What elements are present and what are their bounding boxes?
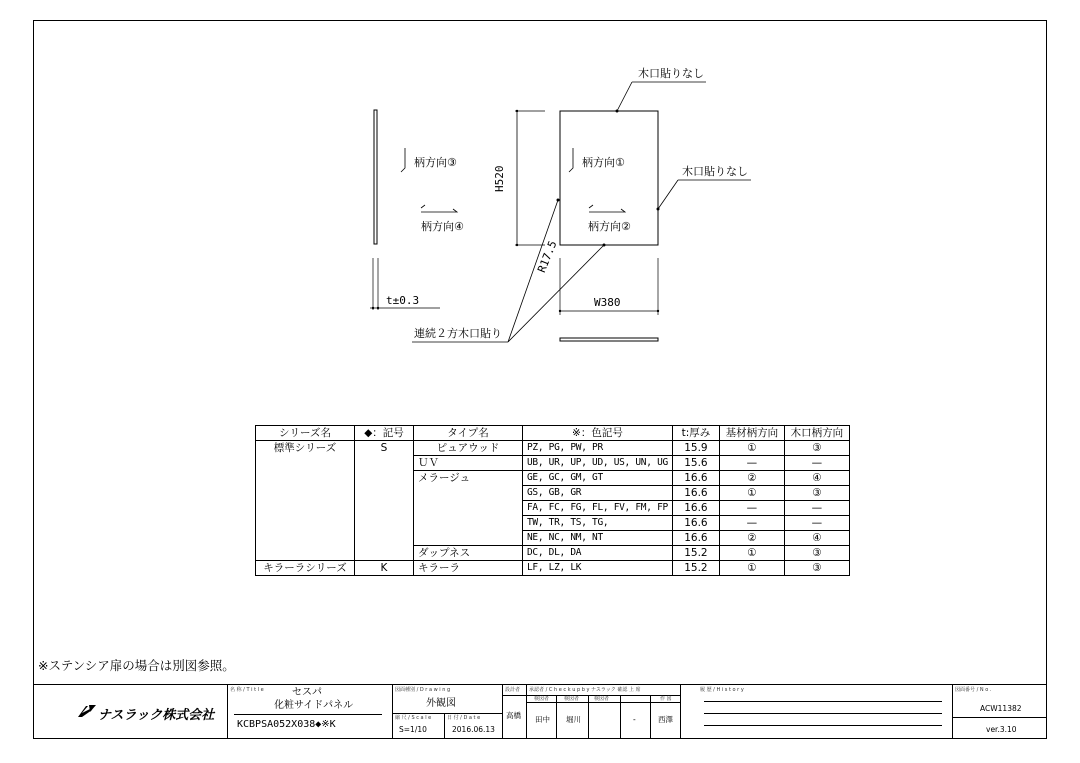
color-code: NE, NC, NM, NT xyxy=(523,531,673,546)
base-pattern: ① xyxy=(719,546,784,561)
drafter-name: 高橋 xyxy=(506,711,521,720)
checker-4: 西澤 xyxy=(658,715,673,724)
checker-3: - xyxy=(633,715,636,724)
color-code: GE, GC, GM, GT xyxy=(523,471,673,486)
checker-caption-4: 作 図 xyxy=(660,696,672,702)
base-pattern: ② xyxy=(719,471,784,486)
header-series: シリーズ名 xyxy=(256,426,355,441)
series-symbol: S xyxy=(355,441,414,456)
color-code: UB, UR, UP, UD, US, UN, UG xyxy=(523,456,673,471)
version-label: ver.3.10 xyxy=(986,725,1017,734)
label-pattern-3: 柄方向③ xyxy=(414,156,457,169)
history-caption: 履 歴 / H i s t o r y xyxy=(700,687,744,693)
dimension-height: H520 xyxy=(493,165,506,192)
title-caption: 名 称 / T i t l e xyxy=(230,687,264,693)
number-caption: 図面番号 / N o . xyxy=(955,687,992,693)
spec-table xyxy=(255,425,850,576)
thickness-value: 15.2 xyxy=(672,546,719,561)
color-code: GS, GB, GR xyxy=(523,486,673,501)
company-cell xyxy=(34,685,227,738)
base-pattern: — xyxy=(719,516,784,531)
color-code: TW, TR, TS, TG, xyxy=(523,516,673,531)
base-pattern: — xyxy=(719,456,784,471)
checker-1: 田中 xyxy=(535,715,550,724)
table-row xyxy=(256,501,850,516)
edge-pattern: ③ xyxy=(784,486,849,501)
table-row xyxy=(256,531,850,546)
base-pattern: — xyxy=(719,501,784,516)
table-row xyxy=(256,486,850,501)
color-code: FA, FC, FG, FL, FV, FM, FP xyxy=(523,501,673,516)
company-logo-icon xyxy=(76,703,98,719)
base-pattern: ① xyxy=(719,441,784,456)
label-continuous-edge: 連続２方木口貼り xyxy=(414,327,502,340)
drawing-caption: 図面種別 / D r a w i n g xyxy=(395,687,451,693)
type-name: ＵＶ xyxy=(414,456,523,471)
header-type: タイプ名 xyxy=(414,426,523,441)
drafter-caption: 設計者 xyxy=(505,687,521,693)
date-value: 2016.06.13 xyxy=(452,725,495,734)
header-symbol: ◆：記号 xyxy=(355,426,414,441)
table-row xyxy=(256,561,850,576)
series-symbol: K xyxy=(355,561,414,576)
table-row xyxy=(256,546,850,561)
type-name: キラーラ xyxy=(414,561,523,576)
table-row xyxy=(256,516,850,531)
thickness-value: 16.6 xyxy=(672,471,719,486)
type-name: ダップネス xyxy=(414,546,523,561)
edge-pattern: — xyxy=(784,516,849,531)
title-block xyxy=(33,684,1047,739)
label-pattern-2: 柄方向② xyxy=(588,220,631,233)
label-pattern-1: 柄方向① xyxy=(582,156,625,169)
thickness-value: 16.6 xyxy=(672,516,719,531)
edge-pattern: — xyxy=(784,501,849,516)
header-edge-pattern: 木口柄方向 xyxy=(784,426,849,441)
base-pattern: ② xyxy=(719,531,784,546)
header-base-pattern: 基材柄方向 xyxy=(719,426,784,441)
type-name: ピュアウッド xyxy=(414,441,523,456)
table-row xyxy=(256,456,850,471)
dimension-width: W380 xyxy=(594,296,621,309)
table-row xyxy=(256,441,850,456)
checker-caption-1: 検図者 xyxy=(534,696,550,702)
thickness-value: 15.9 xyxy=(672,441,719,456)
drawing-number: ACW11382 xyxy=(980,704,1022,713)
company-name: ナスラック株式会社 xyxy=(98,708,215,723)
label-pattern-4: 柄方向④ xyxy=(421,220,464,233)
thickness-value: 15.2 xyxy=(672,561,719,576)
dimension-thickness: t±0.3 xyxy=(386,294,420,307)
color-code: LF, LZ, LK xyxy=(523,561,673,576)
stencia-note: ※ステンシア扉の場合は別図参照。 xyxy=(38,658,235,673)
date-caption: 日 付 / D a t e xyxy=(447,715,481,721)
product-title: セスパ xyxy=(292,687,322,698)
edge-pattern: ③ xyxy=(784,441,849,456)
edge-pattern: ③ xyxy=(784,546,849,561)
edge-pattern: ④ xyxy=(784,471,849,486)
drawing-type: 外観図 xyxy=(426,698,456,709)
thickness-value: 16.6 xyxy=(672,531,719,546)
checker-caption-2: 検図者 xyxy=(564,696,580,702)
scale-caption: 縮 尺 / S c a l e xyxy=(395,715,432,721)
base-pattern: ① xyxy=(719,561,784,576)
model-number: KCBPSA052X038◆※K xyxy=(237,719,336,730)
table-header-row xyxy=(256,426,850,441)
table-row xyxy=(256,471,850,486)
thickness-value: 15.6 xyxy=(672,456,719,471)
series-name: キラーラシリーズ xyxy=(256,561,355,576)
edge-pattern: — xyxy=(784,456,849,471)
dimension-radius: R17.5 xyxy=(535,238,560,275)
bottom-panel-outline xyxy=(560,338,658,341)
label-kiguchi-right: 木口貼りなし xyxy=(682,165,748,178)
product-subtitle: 化粧サイドパネル xyxy=(274,700,354,711)
header-color-code: ※：色記号 xyxy=(523,426,673,441)
edge-pattern: ③ xyxy=(784,561,849,576)
base-pattern: ① xyxy=(719,486,784,501)
checker-2: 堀川 xyxy=(566,715,581,724)
edge-pattern: ④ xyxy=(784,531,849,546)
side-panel-outline xyxy=(374,110,377,244)
thickness-value: 16.6 xyxy=(672,486,719,501)
type-name: メラージュ xyxy=(414,471,523,486)
series-name: 標準シリーズ xyxy=(256,441,355,456)
header-thickness: t:厚み xyxy=(672,426,719,441)
label-kiguchi-top: 木口貼りなし xyxy=(638,67,704,80)
color-code: DC, DL, DA xyxy=(523,546,673,561)
check-caption: 承認者 / C h e c k u p b y ナスラック 確認 上 席 xyxy=(529,687,641,693)
color-code: PZ, PG, PW, PR xyxy=(523,441,673,456)
thickness-value: 16.6 xyxy=(672,501,719,516)
checker-caption-3: 検図者 xyxy=(594,696,610,702)
scale-value: S=1/10 xyxy=(399,725,427,734)
